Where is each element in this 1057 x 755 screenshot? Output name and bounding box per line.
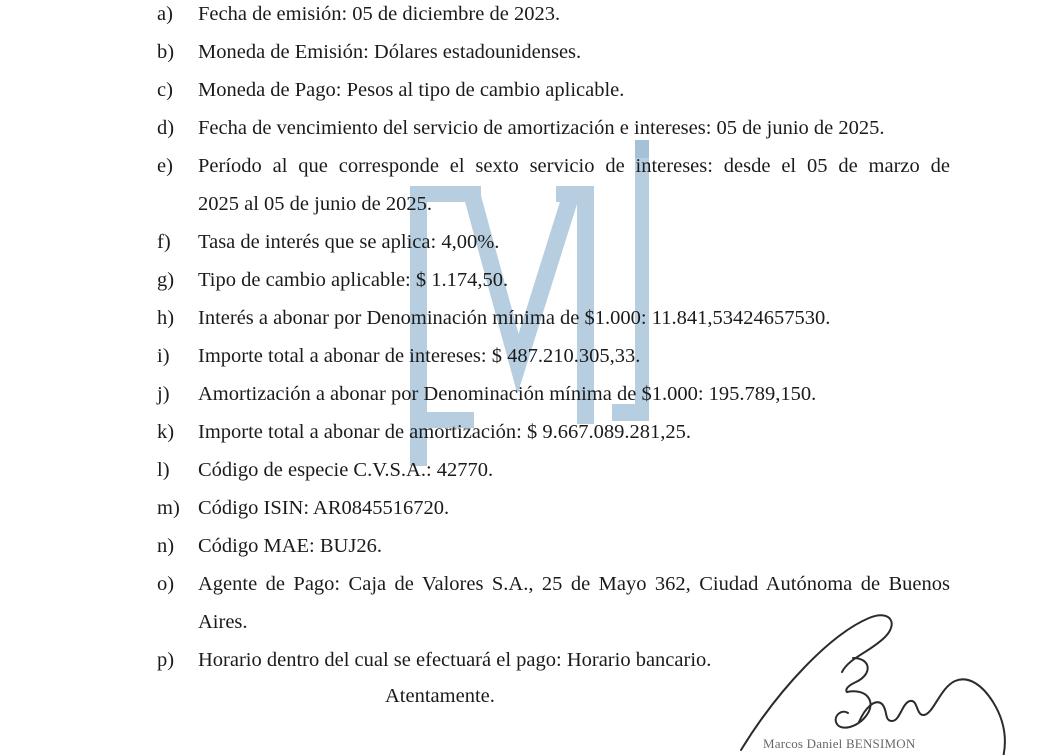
item-text-line: Aires. — [198, 611, 248, 633]
list-item — [157, 147, 957, 223]
item-body — [198, 299, 950, 337]
item-label: h) — [157, 307, 175, 329]
list-item — [157, 337, 957, 375]
item-body — [198, 527, 950, 565]
list-item — [157, 299, 957, 337]
item-text-line: Tasa de interés que se aplica: 4,00%. — [198, 231, 500, 253]
item-text-line: Fecha de vencimiento del servicio de amortización e intereses: 05 de junio de 2025. — [198, 117, 885, 139]
item-body — [198, 413, 950, 451]
items-list — [157, 0, 957, 679]
list-item — [157, 413, 957, 451]
item-label: b) — [157, 41, 175, 63]
item-text-line: Tipo de cambio aplicable: $ 1.174,50. — [198, 269, 509, 291]
item-text-line: 2025 al 05 de junio de 2025. — [198, 193, 433, 215]
signatory-name: Marcos Daniel BENSIMON — [763, 736, 916, 751]
item-text-line: Código de especie C.V.S.A.: 42770. — [198, 459, 494, 481]
item-label: c) — [157, 79, 173, 101]
item-text-line: Interés a abonar por Denominación mínima de $1.000: 11.841,53424657530. — [198, 307, 831, 329]
item-text-line: Moneda de Pago: Pesos al tipo de cambio aplicable. — [198, 79, 625, 101]
item-body — [198, 147, 950, 223]
list-item — [157, 261, 957, 299]
signature-paths — [741, 615, 1005, 755]
item-body — [198, 337, 950, 375]
item-body — [198, 71, 950, 109]
item-body — [198, 451, 950, 489]
item-label: f) — [157, 231, 171, 253]
list-item — [157, 109, 957, 147]
item-label: a) — [157, 3, 173, 25]
list-item — [157, 223, 957, 261]
item-label: d) — [157, 117, 175, 139]
item-label: n) — [157, 535, 175, 557]
item-label: e) — [157, 155, 173, 177]
item-label: j) — [157, 383, 170, 405]
list-item — [157, 451, 957, 489]
item-label: l) — [157, 459, 170, 481]
list-item — [157, 489, 957, 527]
item-body — [198, 261, 950, 299]
item-text-line: Fecha de emisión: 05 de diciembre de 2023. — [198, 3, 561, 25]
list-item — [157, 375, 957, 413]
closing-text: Atentamente. — [385, 685, 495, 707]
item-body — [198, 33, 950, 71]
item-label: g) — [157, 269, 175, 291]
list-item — [157, 33, 957, 71]
item-text-line: Código ISIN: AR0845516720. — [198, 497, 450, 519]
item-label: m) — [157, 497, 180, 519]
item-text-line: Período al que corresponde el sexto servicio de intereses: desde el 05 de marzo de — [198, 155, 950, 177]
item-body — [198, 109, 950, 147]
item-text-line: Importe total a abonar de intereses: $ 487.210.305,33. — [198, 345, 641, 367]
item-text-line: Agente de Pago: Caja de Valores S.A., 25 de Mayo 362, Ciudad Autónoma de Buenos — [198, 573, 950, 595]
list-item — [157, 527, 957, 565]
item-text-line: Moneda de Emisión: Dólares estadounidenses. — [198, 41, 582, 63]
item-label: i) — [157, 345, 170, 367]
item-label: o) — [157, 573, 175, 595]
item-label: p) — [157, 649, 175, 671]
signature-block — [735, 598, 1057, 755]
item-text-line: Amortización a abonar por Denominación mínima de $1.000: 195.789,150. — [198, 383, 817, 405]
list-item — [157, 71, 957, 109]
item-body — [198, 223, 950, 261]
item-body — [198, 489, 950, 527]
item-text-line: Importe total a abonar de amortización: $ 9.667.089.281,25. — [198, 421, 692, 443]
item-label: k) — [157, 421, 175, 443]
signature-stroke-icon — [735, 598, 1057, 755]
item-text-line: Horario dentro del cual se efectuará el pago: Horario bancario. — [198, 649, 712, 671]
item-body — [198, 0, 950, 33]
item-text-line: Código MAE: BUJ26. — [198, 535, 382, 557]
item-body — [198, 375, 950, 413]
list-item — [157, 0, 957, 33]
